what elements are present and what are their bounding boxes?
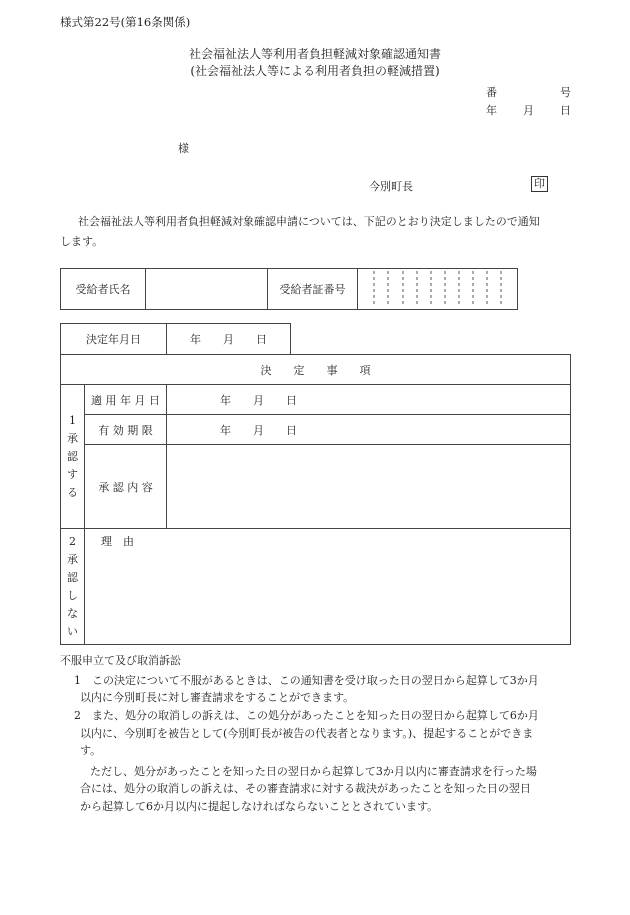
reason-area [85, 529, 571, 645]
notes-heading: 不服申立て及び取消訴訟 [60, 654, 181, 667]
recipient-id-label: 受給者証番号 [268, 269, 358, 310]
note-1-line1: 1 この決定について不服があるときは、この通知書を受け取った日の翌日から起算して3か月 [74, 674, 539, 687]
note-1-line2: 以内に今別町長に対し審査請求をすることができます。 [80, 691, 355, 704]
date-month-label: 月 [523, 104, 534, 117]
date-year-label: 年 [486, 104, 497, 117]
note-2-line3: す。 [80, 744, 102, 757]
form-number: 様式第22号(第16条関係) [60, 15, 191, 29]
note-2-line2: 以内に、今別町を被告として(今別町長が被告の代表者となります。)、提起することができま [80, 727, 534, 740]
approval-content-label: 承 認 内 容 [85, 445, 167, 529]
number-label: 番 [486, 86, 497, 99]
reject-section-label: 2 承 認 し な い [61, 529, 85, 645]
decision-items-header: 決 定 事 項 [61, 355, 571, 385]
note-3-line3: から起算して6か月以内に提起しなければならないこととされています。 [80, 800, 439, 813]
approval-content-value [167, 445, 571, 529]
recipient-name-value [146, 269, 268, 310]
approve-section-label: 1 承 認 す る [61, 385, 85, 529]
apply-date-value: 年 月 日 [167, 385, 571, 415]
valid-period-label: 有 効 期 限 [85, 415, 167, 445]
valid-period-value: 年 月 日 [167, 415, 571, 445]
issuer-name: 今別町長 [369, 180, 413, 193]
body-text-line2: します。 [60, 235, 104, 248]
note-3-line2: 合には、処分の取消しの訴えは、その審査請求に対する裁決があったことを知った日の翌日 [80, 782, 531, 795]
decision-date-label: 決定年月日 [61, 324, 167, 355]
date-day-label: 日 [560, 104, 571, 117]
recipient-name-label: 受給者氏名 [61, 269, 146, 310]
recipient-id-boxes [358, 269, 518, 310]
decision-date-value: 年 月 日 [167, 324, 291, 355]
note-3-line1: ただし、処分があったことを知った日の翌日から起算して3か月以内に審査請求を行った場 [90, 765, 537, 778]
body-text-line1: 社会福祉法人等利用者負担軽減対象確認申請については、下記のとおり決定しましたので通知 [78, 215, 540, 228]
note-2-line1: 2 また、処分の取消しの訴えは、この処分があったことを知った日の翌日から起算して6か月 [74, 709, 539, 722]
document-subtitle: (社会福祉法人等による利用者負担の軽減措置) [190, 64, 440, 78]
number-suffix: 号 [560, 86, 571, 99]
seal-mark: 印 [531, 176, 548, 192]
addressee-honorific: 様 [178, 142, 189, 155]
document-title: 社会福祉法人等利用者負担軽減対象確認通知書 [188, 47, 441, 61]
recipient-table [60, 268, 518, 310]
blank-area [291, 324, 571, 355]
decision-table [60, 323, 571, 645]
recipient-id-box-grid [358, 269, 517, 306]
reason-label: 理 由 [101, 535, 134, 548]
apply-date-label: 適 用 年 月 日 [85, 385, 167, 415]
